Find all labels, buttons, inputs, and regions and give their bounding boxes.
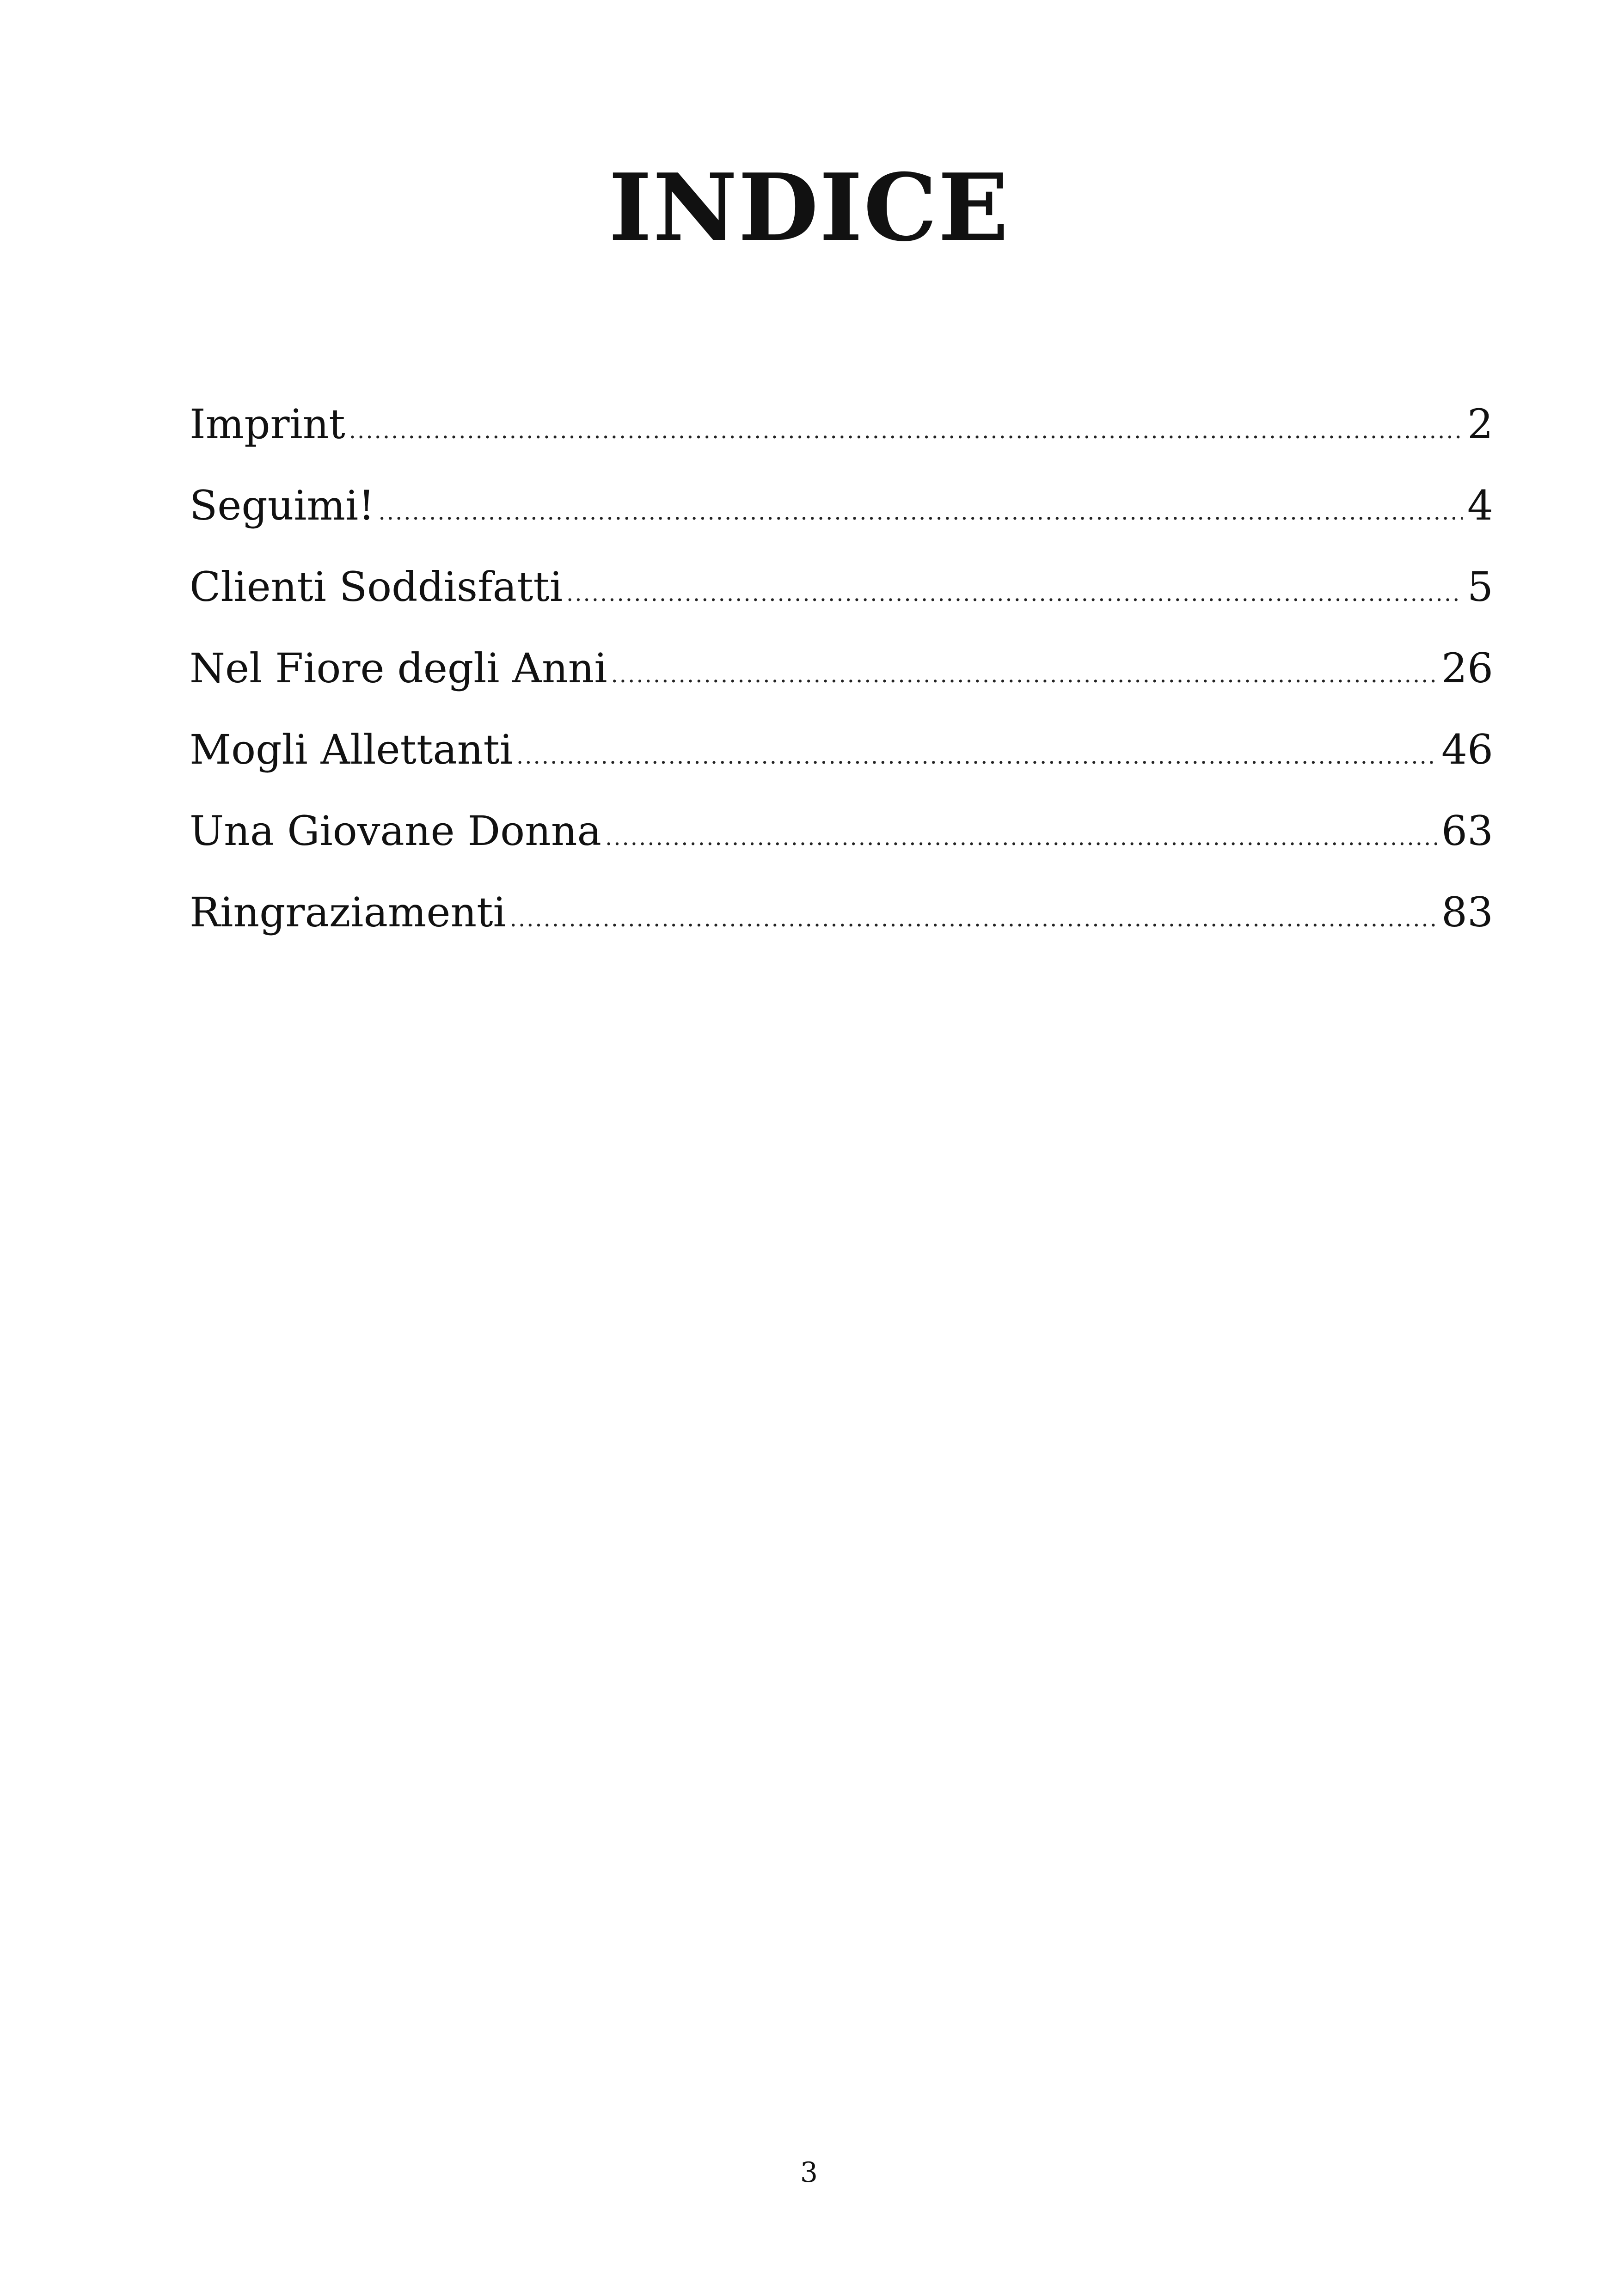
dot-leader bbox=[349, 390, 1463, 471]
toc-entry-page: 2 bbox=[1467, 400, 1493, 448]
toc-entry-page: 4 bbox=[1467, 482, 1493, 529]
toc-entry-title: Clienti Soddisfatti bbox=[190, 563, 563, 611]
toc-entry bbox=[190, 709, 1493, 790]
dot-leader bbox=[566, 553, 1463, 634]
toc-entry bbox=[190, 546, 1493, 628]
dot-leader bbox=[605, 797, 1437, 878]
toc-entry bbox=[190, 384, 1493, 465]
toc-entry bbox=[190, 628, 1493, 709]
dot-leader bbox=[516, 716, 1437, 797]
toc-entry-page: 46 bbox=[1441, 726, 1493, 773]
dot-leader bbox=[611, 634, 1437, 716]
toc-entry-page: 63 bbox=[1441, 807, 1493, 855]
dot-leader bbox=[378, 471, 1463, 553]
toc-entry-title: Nel Fiore degli Anni bbox=[190, 644, 607, 692]
dot-leader bbox=[510, 878, 1437, 960]
page-title: INDICE bbox=[608, 153, 1010, 262]
toc-entry-title: Ringraziamenti bbox=[190, 888, 506, 936]
toc-entry-title: Imprint bbox=[190, 400, 345, 448]
toc-entry bbox=[190, 872, 1493, 953]
toc-entry-page: 5 bbox=[1467, 563, 1493, 611]
toc-entry bbox=[190, 790, 1493, 872]
toc-entry-page: 83 bbox=[1441, 888, 1493, 936]
toc-entry-page: 26 bbox=[1441, 644, 1493, 692]
toc-entry-title: Mogli Allettanti bbox=[190, 726, 513, 773]
toc-entry-title: Una Giovane Donna bbox=[190, 807, 601, 855]
toc-entry-title: Seguimi! bbox=[190, 482, 375, 529]
table-of-contents bbox=[190, 384, 1493, 953]
toc-entry bbox=[190, 465, 1493, 546]
page-number: 3 bbox=[800, 2156, 818, 2189]
